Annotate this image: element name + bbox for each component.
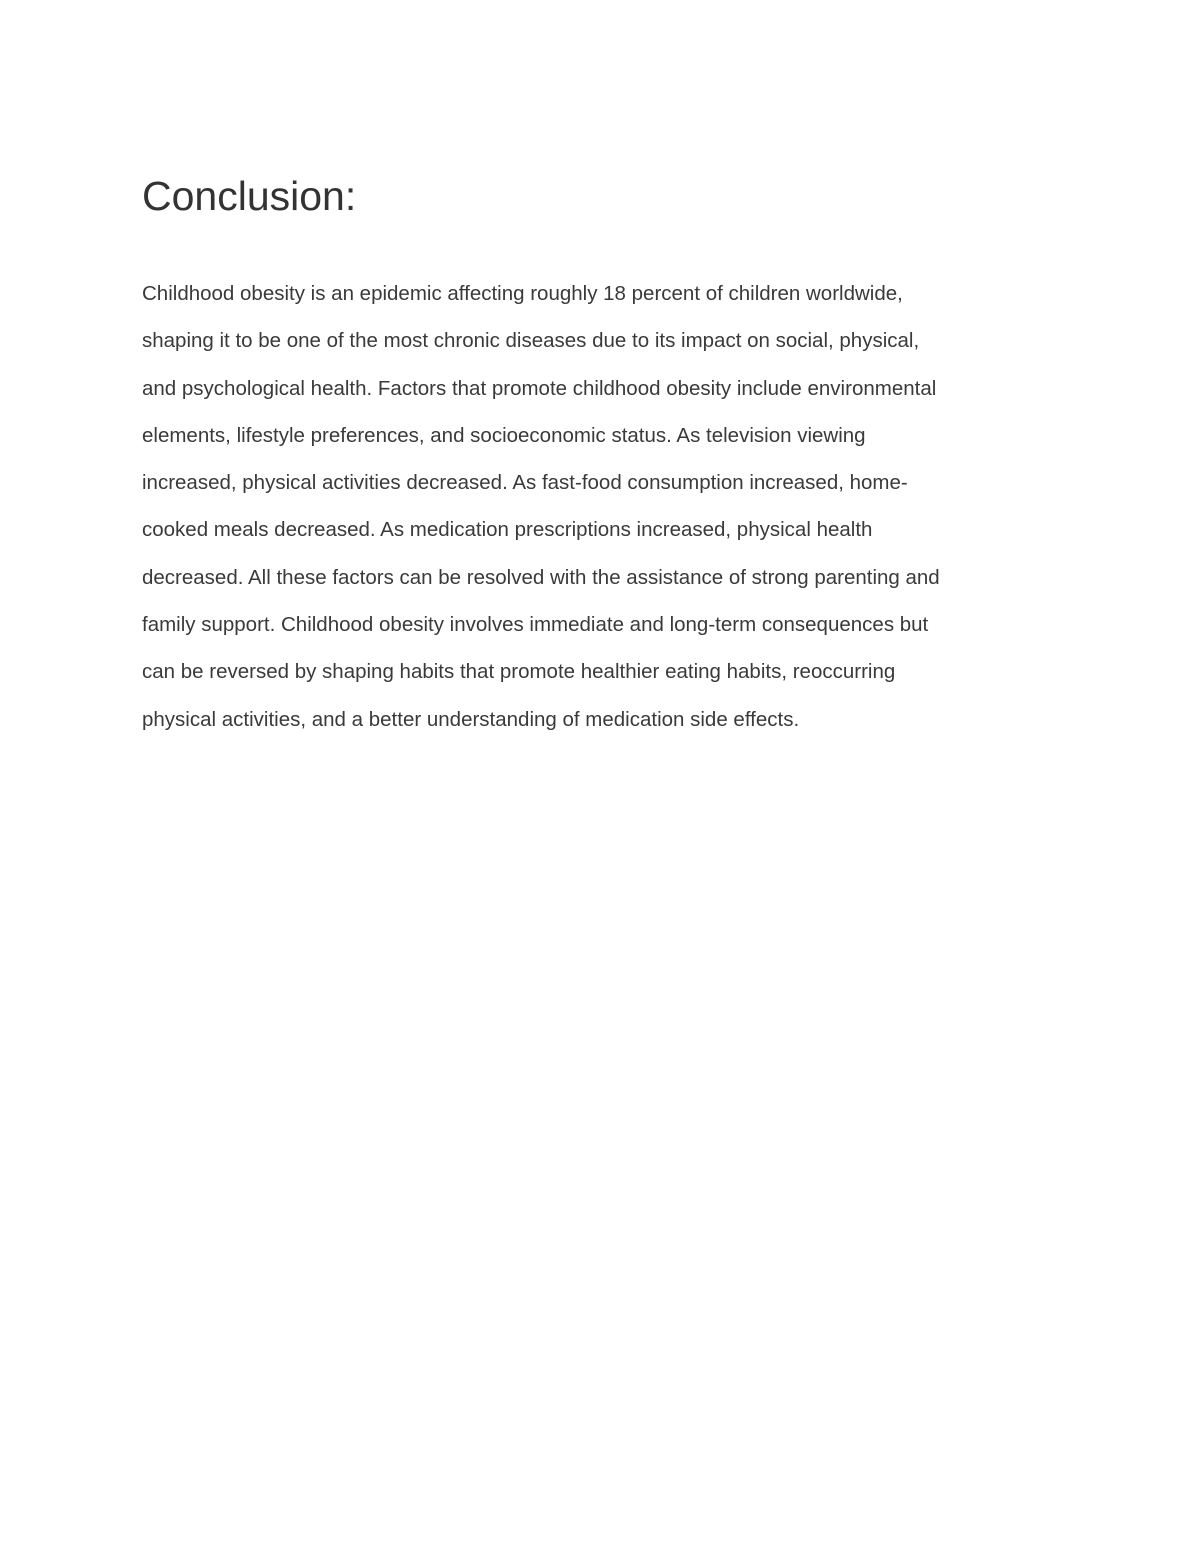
- conclusion-heading: Conclusion:: [142, 173, 357, 219]
- page-content: [142, 170, 1062, 743]
- paragraph-line: physical activities, and a better understanding of medication side effects.: [142, 707, 800, 731]
- paragraph-line: family support. Childhood obesity involves immediate and long-term consequences but: [142, 613, 929, 637]
- paragraph-line: elements, lifestyle preferences, and socioeconomic status. As television viewing: [142, 423, 866, 447]
- paragraph-line: and psychological health. Factors that promote childhood obesity include environmental: [142, 376, 937, 400]
- paragraph-line: Childhood obesity is an epidemic affecting roughly 18 percent of children worldwide,: [142, 282, 903, 305]
- paragraph-line: can be reversed by shaping habits that promote healthier eating habits, reoccurring: [142, 660, 896, 684]
- paragraph-line: cooked meals decreased. As medication prescriptions increased, physical health: [142, 518, 873, 542]
- conclusion-paragraph: [142, 270, 1062, 743]
- paragraph-line: shaping it to be one of the most chronic diseases due to its impact on social, physical,: [142, 329, 920, 353]
- paragraph-line: increased, physical activities decreased. As fast-food consumption increased, home-: [142, 471, 908, 495]
- paragraph-line: decreased. All these factors can be resolved with the assistance of strong parenting and: [142, 565, 940, 589]
